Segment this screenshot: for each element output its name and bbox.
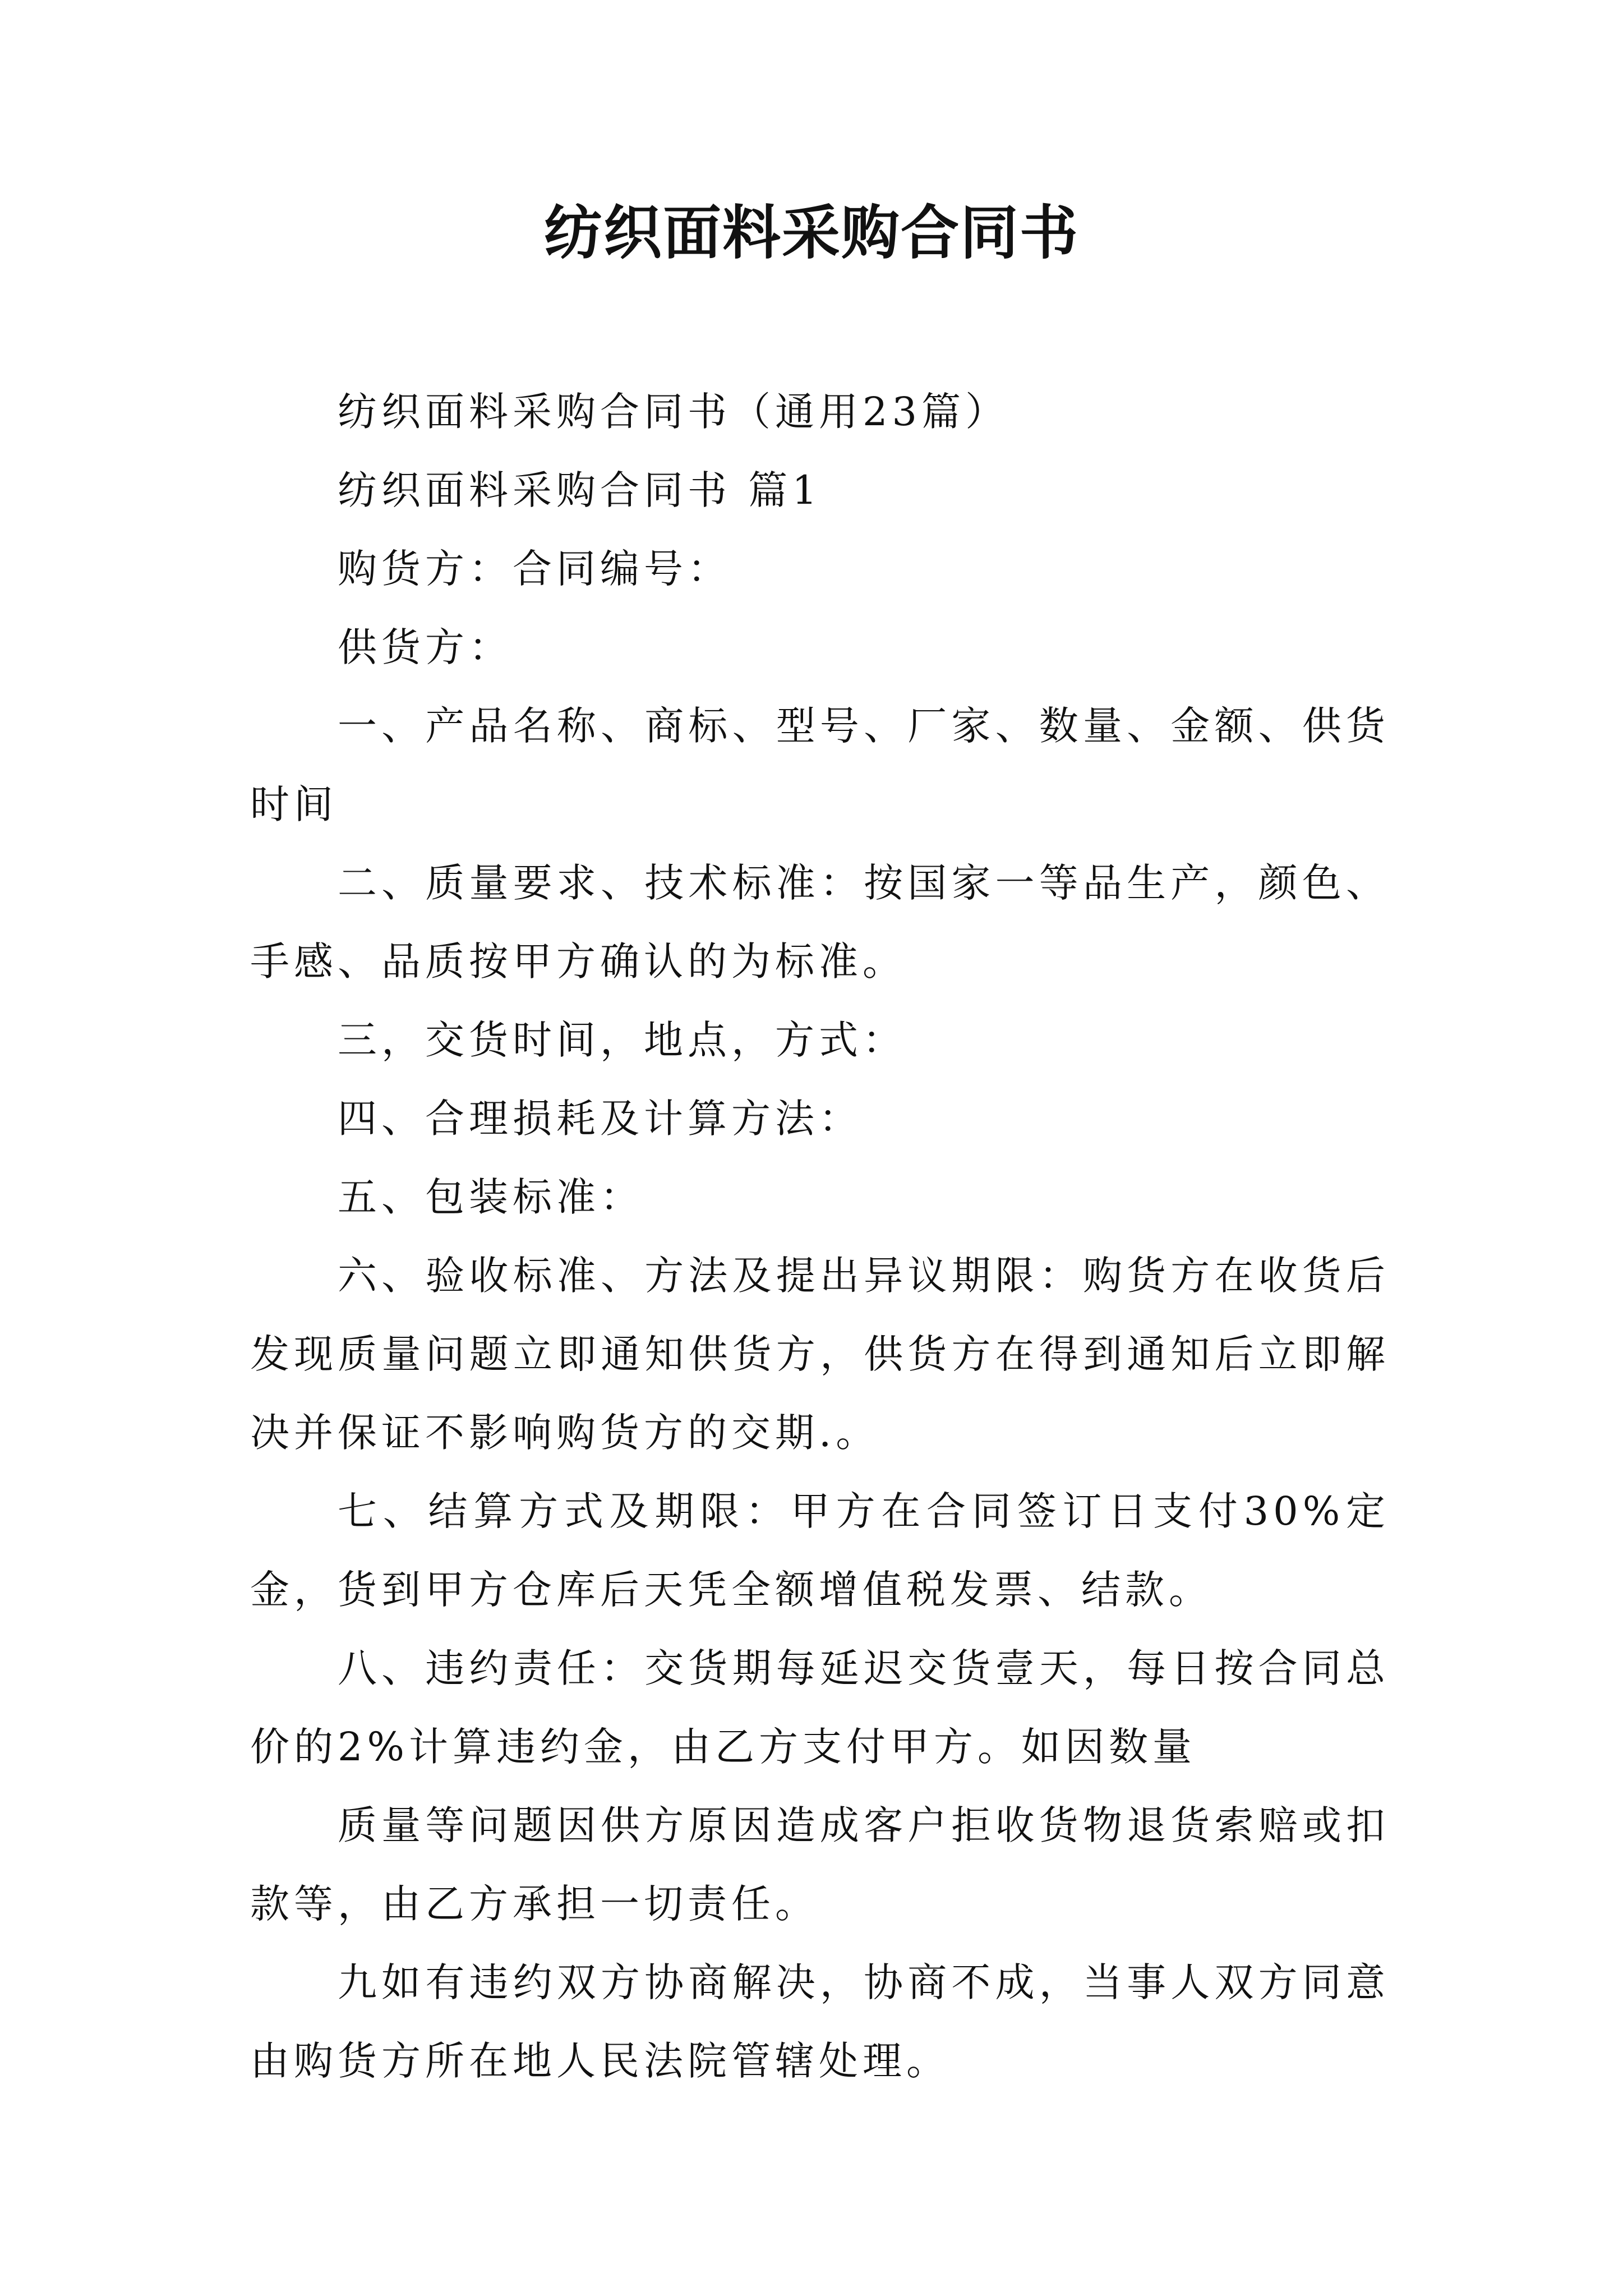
- paragraph-supplier: 供货方：: [338, 624, 513, 670]
- paragraph-clause-2: 二、质量要求、技术标准：按国家一等品生产，颜色、手感、品质按甲方确认的为标准。: [250, 860, 1390, 984]
- paragraph-section-heading: 纺织面料采购合同书 篇1: [338, 467, 822, 513]
- paragraph-clause-5: 五、包装标准：: [338, 1174, 644, 1220]
- paragraph-clause-8: 八、违约责任：交货期每延迟交货壹天，每日按合同总价的2%计算违约金，由乙方支付甲方。如因数量: [250, 1645, 1390, 1770]
- paragraph-clause-3: 三，交货时间，地点，方式：: [338, 1017, 906, 1063]
- paragraph-clause-7: 七、结算方式及期限：甲方在合同签订日支付30%定金，货到甲方仓库后天凭全额增值税发票、结款。: [250, 1488, 1390, 1613]
- paragraph-clause-8-continued: 质量等问题因供方原因造成客户拒收货物退货索赔或扣款等，由乙方承担一切责任。: [250, 1802, 1390, 1927]
- paragraph-clause-9: 九如有违约双方协商解决，协商不成，当事人双方同意由购货方所在地人民法院管辖处理。: [250, 1959, 1390, 2084]
- document-title: 纺织面料采购合同书: [543, 198, 1079, 267]
- paragraph-clause-1: 一、产品名称、商标、型号、厂家、数量、金额、供货时间: [250, 703, 1390, 827]
- paragraph-clause-6: 六、验收标准、方法及提出异议期限：购货方在收货后发现质量问题立即通知供货方，供货方在得到通知后立即解决并保证不影响购货方的交期.。: [250, 1253, 1390, 1456]
- paragraph-buyer-contract-no: 购货方：合同编号：: [338, 546, 731, 592]
- paragraph-collection-title: 纺织面料采购合同书（通用23篇）: [338, 389, 1009, 435]
- document-body: [250, 372, 1390, 2100]
- paragraph-clause-4: 四、合理损耗及计算方法：: [338, 1096, 863, 1142]
